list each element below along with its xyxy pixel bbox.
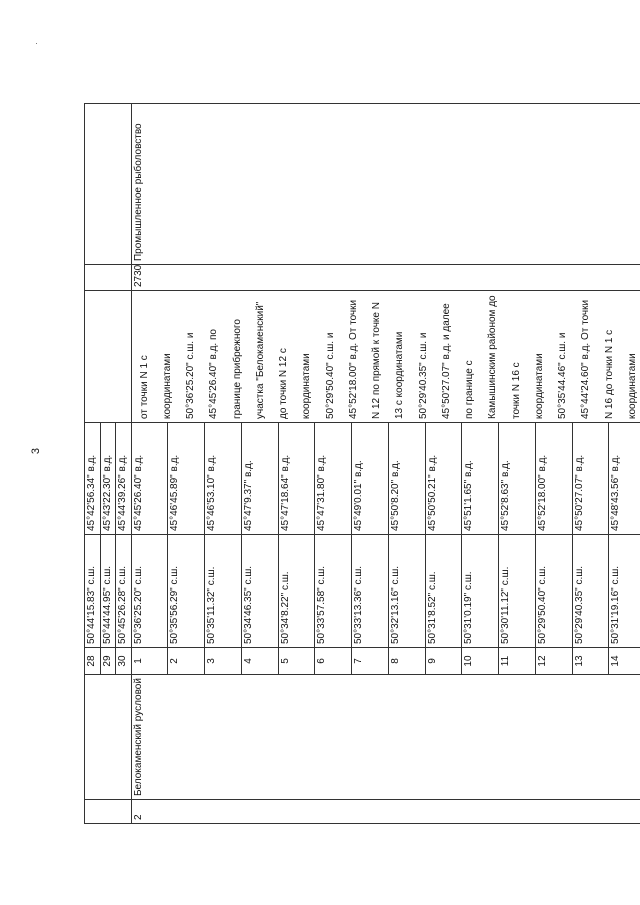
longitude: 45°50'50.21" в.д.: [425, 423, 462, 535]
table-row: [85, 104, 101, 824]
latitude: 50°33'57.58" с.ш.: [315, 535, 352, 648]
latitude: 50°31'0.19" с.ш.: [462, 535, 499, 648]
longitude: 45°51'1.65" в.д.: [462, 423, 499, 535]
longitude: 45°52'8.63" в.д.: [499, 423, 536, 535]
prev-area-cell: [85, 265, 132, 291]
point-number: 4: [241, 648, 278, 675]
latitude: 50°31'19.16" с.ш.: [609, 535, 640, 648]
longitude: 45°50'8.20" в.д.: [388, 423, 425, 535]
section-name: Белокаменский русловой: [131, 675, 640, 800]
latitude: 50°34'46.35" с.ш.: [241, 535, 278, 648]
latitude: 50°45'26.28" с.ш.: [116, 535, 132, 648]
point-number: 1: [131, 648, 168, 675]
latitude: 50°34'8.22" с.ш.: [278, 535, 315, 648]
point-number: 12: [535, 648, 572, 675]
rotated-table-container: [84, 104, 638, 824]
longitude: 45°43'22.30" в.д.: [100, 423, 116, 535]
longitude: 45°47'9.37" в.д.: [241, 423, 278, 535]
point-number: 3: [205, 648, 242, 675]
longitude: 45°42'56.34" в.д.: [85, 423, 101, 535]
longitude: 45°47'18.64" в.д.: [278, 423, 315, 535]
latitude: 50°33'13.36" с.ш.: [352, 535, 389, 648]
point-number: 28: [85, 648, 101, 675]
point-number: 8: [388, 648, 425, 675]
point-number: 29: [100, 648, 116, 675]
longitude: 45°50'27.07" в.д.: [572, 423, 609, 535]
fishing-areas-table: [84, 103, 640, 824]
longitude: 45°46'53.10" в.д.: [205, 423, 242, 535]
point-number: 10: [462, 648, 499, 675]
point-number: 30: [116, 648, 132, 675]
latitude: 50°29'40.35" с.ш.: [572, 535, 609, 648]
point-number: 13: [572, 648, 609, 675]
prev-description-cell: [85, 291, 132, 423]
prev-section-number-cell: [85, 800, 132, 824]
point-number: 5: [278, 648, 315, 675]
table-row: [131, 104, 168, 824]
boundary-description: от точки N 1 с координатами 50°36'25.20" с.ш. и 45°45'26.40" в.д. по границе прибрежного участка "Белокаменский" до точки N 12 с координатами 50°29'50.40" с.ш. и 45°52'18.00" в.д. От точки N 12 по прямой к точке N 13 с координатами 50°29'40.35" с.ш. и 45°50'27.07" в.д. и далее по границе с Камышинским районом до точки N 16 с координатами 50°35'44.46" с.ш. и 45°44'24.60" в.д. От точки N 16 до точки N 1 с координатами: [131, 291, 640, 423]
page-number: 3: [30, 447, 43, 455]
longitude: 45°44'39.26" в.д.: [116, 423, 132, 535]
prev-use-cell: [85, 104, 132, 265]
point-number: 14: [609, 648, 640, 675]
latitude: 50°35'11.32" с.ш.: [205, 535, 242, 648]
longitude: 45°46'45.89" в.д.: [168, 423, 205, 535]
point-number: 7: [352, 648, 389, 675]
point-number: 11: [499, 648, 536, 675]
latitude: 50°31'8.52" с.ш.: [425, 535, 462, 648]
point-number: 2: [168, 648, 205, 675]
longitude: 45°49'0.01" в.д.: [352, 423, 389, 535]
latitude: 50°36'25.20" с.ш.: [131, 535, 168, 648]
section-use: Промышленное рыболовство: [131, 104, 640, 265]
latitude: 50°44'44.95" с.ш.: [100, 535, 116, 648]
latitude: 50°44'15.83" с.ш.: [85, 535, 101, 648]
section-number: 2: [131, 800, 640, 824]
point-number: 6: [315, 648, 352, 675]
latitude: 50°32'13.16" с.ш.: [388, 535, 425, 648]
longitude: 45°47'31.80" в.д.: [315, 423, 352, 535]
latitude: 50°30'11.12" с.ш.: [499, 535, 536, 648]
latitude: 50°35'56.29" с.ш.: [168, 535, 205, 648]
longitude: 45°48'43.56" в.д.: [609, 423, 640, 535]
longitude: 45°52'18.00" в.д.: [535, 423, 572, 535]
longitude: 45°45'26.40" в.д.: [131, 423, 168, 535]
stray-mark: ·: [35, 38, 38, 48]
point-number: 9: [425, 648, 462, 675]
prev-section-name-cell: [85, 675, 132, 800]
latitude: 50°29'50.40" с.ш.: [535, 535, 572, 648]
section-area: 2730: [131, 265, 640, 291]
